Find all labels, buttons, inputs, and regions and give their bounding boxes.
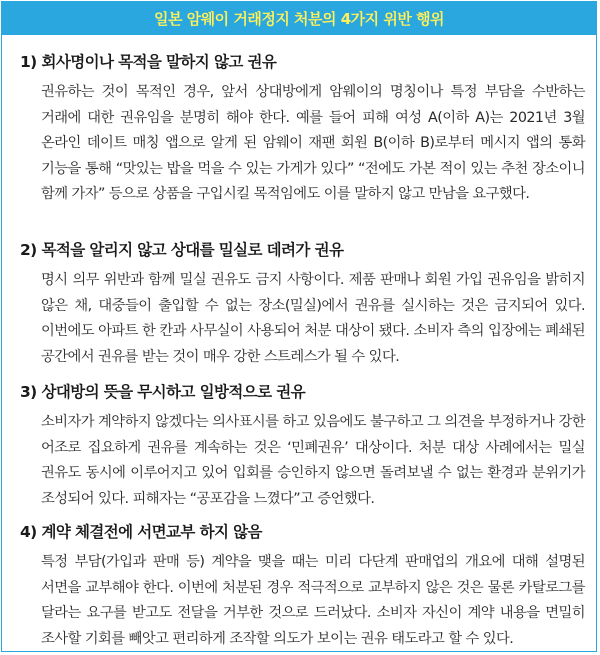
section-title: 4) 계약 체결전에 서면교부 하지 않음 xyxy=(20,523,262,541)
header-title: 일본 암웨이 거래정지 처분의 4가지 위반 행위 xyxy=(153,10,445,28)
header-banner xyxy=(2,2,596,35)
section-title: 3) 상대방의 뜻을 무시하고 일방적으로 권유 xyxy=(20,383,305,401)
info-box xyxy=(1,1,597,652)
section-body: 명시 의무 위반과 함께 밀실 권유도 금지 사항이다. 제품 판매나 회원 가입 권유임을 밝히지 않은 채, 대중들이 출입할 수 없는 장소(밀실)에서 권유를 실시하는 것은 금지되어 있다. 이번에도 아파트 한 칸과 사무실이 사용되어 처분 대상이 됐다. 소비자 측의 입장에는 폐쇄된 공간에서 권유를 받는 것이 매우 강한 스트레스가 될 수 있다. xyxy=(41,272,585,365)
section-body: 소비자가 계약하지 않겠다는 의사표시를 하고 있음에도 불구하고 그 의견을 부정하거나 강한 어조로 집요하게 권유를 계속하는 것은 ‘민폐권유’ 대상이다. 처분 대상 사례에서는 밀실 권유도 동시에 이루어지고 있어 입회를 승인하지 않으면 돌려보낼 수 없는 환경과 분위기가 조성되어 있다. 피해자는 “공포감을 느꼈다”고 증언했다. xyxy=(41,414,585,507)
section-body: 특정 부담(가입과 판매 등) 계약을 맺을 때는 미리 다단계 판매업의 개요에 대해 설명된 서면을 교부해야 한다. 이번에 처분된 경우 적극적으로 교부하지 않은 것은 물론 카탈로그를 달라는 요구를 받고도 전달을 거부한 것으로 드러났다. 소비자 자신이 계약 내용을 면밀히 조사할 기회를 빼앗고 편리하게 조작할 의도가 보이는 권유 태도라고 할 수 있다. xyxy=(41,554,585,647)
section-title: 2) 목적을 알리지 않고 상대를 밀실로 데려가 권유 xyxy=(20,241,344,259)
section-title: 1) 회사명이나 목적을 말하지 않고 권유 xyxy=(20,53,277,71)
section-body: 권유하는 것이 목적인 경우, 앞서 상대방에게 암웨이의 명칭이나 특정 부담을 수반하는 거래에 대한 권유임을 분명히 해야 한다. 예를 들어 피해 여성 A(이하 A)는 2021년 3월 온라인 데이트 매칭 앱으로 알게 된 암웨이 재팬 회원 B(이하 B)로부터 메시지 앱의 통화 기능을 통해 “맛있는 밥을 먹을 수 있는 가게가 있다” “전에도 가본 적이 있는 추천 장소이니 함께 가자” 등으로 상품을 구입시킬 목적임에도 이를 말하지 않고 만남을 요구했다. xyxy=(41,84,585,202)
